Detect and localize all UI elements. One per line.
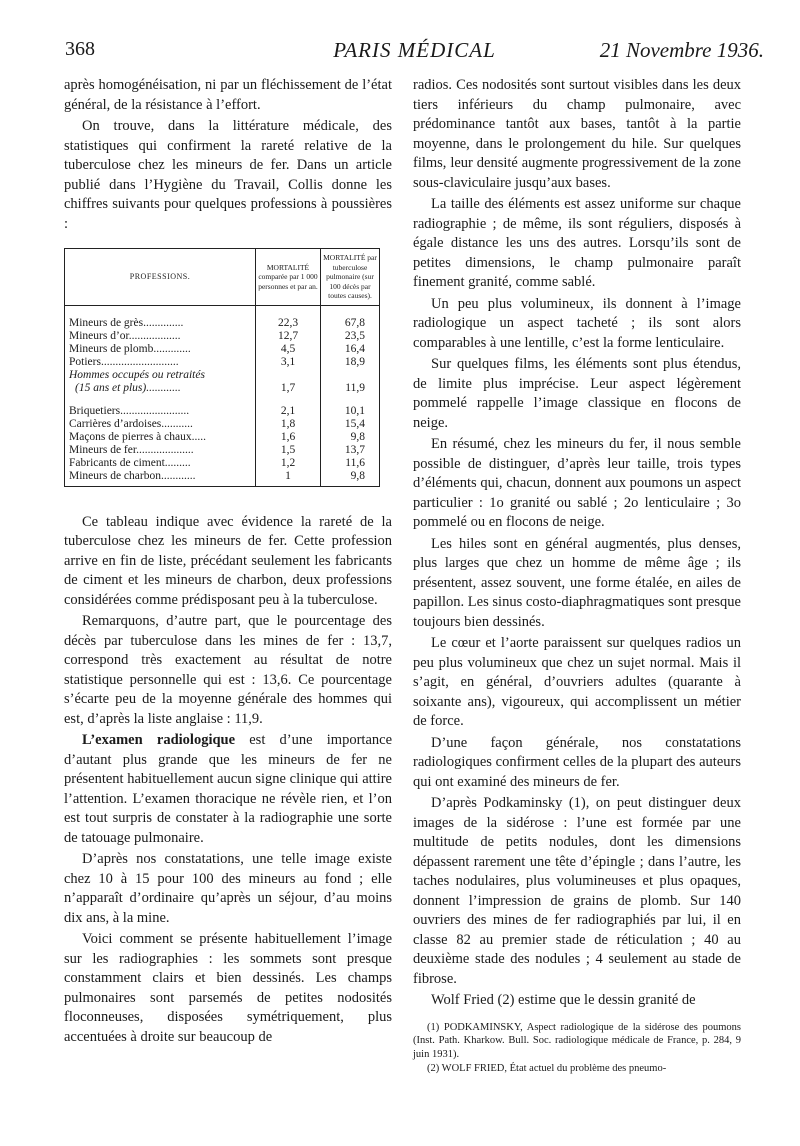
table-header-tb: MORTALITÉ par tuberculose pulmonaire (sur 100 décès par toutes causes). bbox=[321, 249, 380, 305]
footnote-2: (2) WOLF FRIED, État actuel du problème des pneumo- bbox=[427, 1063, 667, 1074]
paragraph-findings: D’après nos constatations, une telle image existe chez 10 à 15 pour 100 des mineurs au fond ; elle n’apparaît d’ordinaire qu’après un séjour, d’au moins dix ans, à la mine. bbox=[64, 851, 392, 926]
paragraph-appearance: Voici comment se présente habituellement l’image sur les radiographies : les sommets sont presque constamment clairs et bien dessinés. Les champs pulmonaires sont parsemés de petites nodosités floconneuses, disposées symétriquement, plus accentuées à droite sur beaucoup de bbox=[64, 931, 392, 1045]
running-header bbox=[65, 38, 764, 72]
table-row: Briquetiers........................ 2,1 10,1 bbox=[65, 405, 379, 418]
left-column bbox=[64, 76, 392, 1049]
footnote-1: (1) PODKAMINSKY, Aspect radiologique de la sidérose des poumons (Inst. Path. Kharkow. Bull. Soc. radiologique médicale de France, p. 284, 9 juin 1931). bbox=[413, 1021, 741, 1060]
table-row: Carrières d’ardoises........... 1,8 15,4 bbox=[65, 418, 379, 431]
table-row: Mineurs de charbon............ 1 9,8 bbox=[65, 470, 379, 486]
paragraph-larger: Un peu plus volumineux, ils donnent à l’image radiologique un aspect tacheté ; ils sont alors comparables à une lentille, c’est la forme lenticulaire. bbox=[413, 295, 741, 351]
paragraph-extended: Sur quelques films, les éléments sont plus étendus, de limite plus imprécise. Leur aspect légèrement pommelé rappelle l’image classique en flocons de neige. bbox=[413, 356, 741, 431]
paragraph-general: D’une façon générale, nos constatations radiologiques confirment celles de la plupart des auteurs qui ont examiné des mineurs de fer. bbox=[413, 734, 741, 790]
mortality-table bbox=[64, 248, 380, 487]
table-row: Mineurs d’or.................. 12,7 23,5 bbox=[65, 330, 379, 343]
table-row: Fabricants de ciment......... 1,2 11,6 bbox=[65, 457, 379, 470]
table-row: Potiers........................... 3,1 18,9 bbox=[65, 356, 379, 369]
paragraph-opening: après homogénéisation, ni par un fléchissement de l’état général, de la résistance à l’effort. bbox=[64, 77, 392, 113]
paragraph-heart: Le cœur et l’aorte paraissent sur quelques radios un peu plus volumineux que chez un sujet normal. Mais il s’agit, en général, d’ouvriers adultes (quarante à soixante ans), vigoureux, qui accomplissent un métier de force. bbox=[413, 635, 741, 729]
paragraph-podkaminsky: D’après Podkaminsky (1), on peut distinguer deux images de la sidérose : l’une est formée par une multitude de petits nodules, dont les dimensions dépassent rarement une tête d’épingle ; dans l’autre, les taches nodulaires, plus volumineuses et plus opaques, donnent l’impression de grains de plomb. Sur 140 ouvriers des mines de fer radiographiés par lui, il en classe 82 au premier stade de réticulation ; 40 au deuxième stade des nodules ; 4 seulement au stade de fibrose. bbox=[413, 795, 741, 987]
table-row: Hommes occupés ou retraités (15 ans et plus)............ 1,7 11,9 bbox=[65, 369, 379, 395]
paragraph-remark: Remarquons, d’autre part, que le pourcentage des décès par tuberculose dans les mines de fer : 13,7, correspond très exactement au résultat de notre statistique personnelle qui est : 13,6. Ce pourcentage s’écarte peu de la moyenne générale des hommes qui est, d’après la liste anglaise : 11,9. bbox=[64, 613, 392, 727]
paragraph-fried: Wolf Fried (2) estime que le dessin granité de bbox=[431, 992, 696, 1008]
paragraph-table-comment: Ce tableau indique avec évidence la rareté de la tuberculose chez les mineurs de fer. Cette profession arrive en fin de liste, précédant seulement les fabricants de ciment et les mineurs de charbon, deux professions considérées comme prédisposant peu à la tuberculose. bbox=[64, 513, 392, 608]
paragraph-size: La taille des éléments est assez uniforme sur chaque radiographie ; de même, ils sont réguliers, disposés à égale distance les uns des autres. Lorsqu’ils sont de petites dimensions, le champ pulmonaire paraît finement granité, comme sablé. bbox=[413, 196, 741, 290]
paragraph-intro: On trouve, dans la littérature médicale, des statistiques qui confirment la rareté relative de la tuberculose chez les mineurs de fer. Dans un article publié dans l’Hygiène du Travail, Collis donne les chiffres suivants pour quelques professions à poussières : bbox=[64, 118, 392, 232]
table-row: Mineurs de fer.................... 1,5 13,7 bbox=[65, 444, 379, 457]
table-row: Maçons de pierres à chaux..... 1,6 9,8 bbox=[65, 431, 379, 444]
paragraph-hiles: Les hiles sont en général augmentés, plus denses, plus larges que chez un homme de même âge ; ils présentent, assez souvent, une forme étalée, en ailes de papillon. Les sinus costo-diaphragmatiques sont presque toujours bien dessinés. bbox=[413, 535, 741, 630]
right-column bbox=[413, 76, 741, 1077]
paragraph-continue: radios. Ces nodosités sont surtout visibles dans les deux tiers inférieurs du champ pulmonaire, avec prédominance tantôt aux bases, tantôt à la partie moyenne, dans le prolongement du hile. Sur quelques films, leur densité augmente progressivement de la zone sous-claviculaire jusqu’aux bases. bbox=[413, 77, 741, 191]
paragraph-summary: En résumé, chez les mineurs du fer, il nous semble possible de distinguer, d’après leur taille, trois types d’éléments qui, chacun, donnent aux poumons un aspect particulier : 1o granité ou sablé ; 2o lenticulaire ; 3o pommelé ou en flocons de neige. bbox=[413, 436, 741, 530]
page-number: 368 bbox=[65, 38, 95, 60]
paragraph-radiological-exam: L’examen radiologique est d’une importance d’autant plus grande que les mineurs de fer ne présentent habituellement aucun signe clinique qui attire l’attention. L’examen thoracique ne révèle rien, et l’on est tout surpris de constater à la radiographie une sorte de tatouage pulmonaire. bbox=[64, 732, 392, 846]
section-heading-radiological-exam: L’examen radiologique bbox=[82, 732, 236, 748]
table-header-mortality: MORTALITÉ comparée par 1 000 personnes et par an. bbox=[256, 249, 321, 305]
table-row: Mineurs de plomb............. 4,5 16,4 bbox=[65, 343, 379, 356]
table-row: Mineurs de grès.............. 22,3 67,8 bbox=[65, 317, 379, 330]
table-header-profession: PROFESSIONS. bbox=[65, 249, 256, 305]
journal-title: PARIS MÉDICAL bbox=[333, 38, 496, 62]
issue-date: 21 Novembre 1936. bbox=[599, 38, 764, 62]
footnotes bbox=[413, 1021, 741, 1076]
